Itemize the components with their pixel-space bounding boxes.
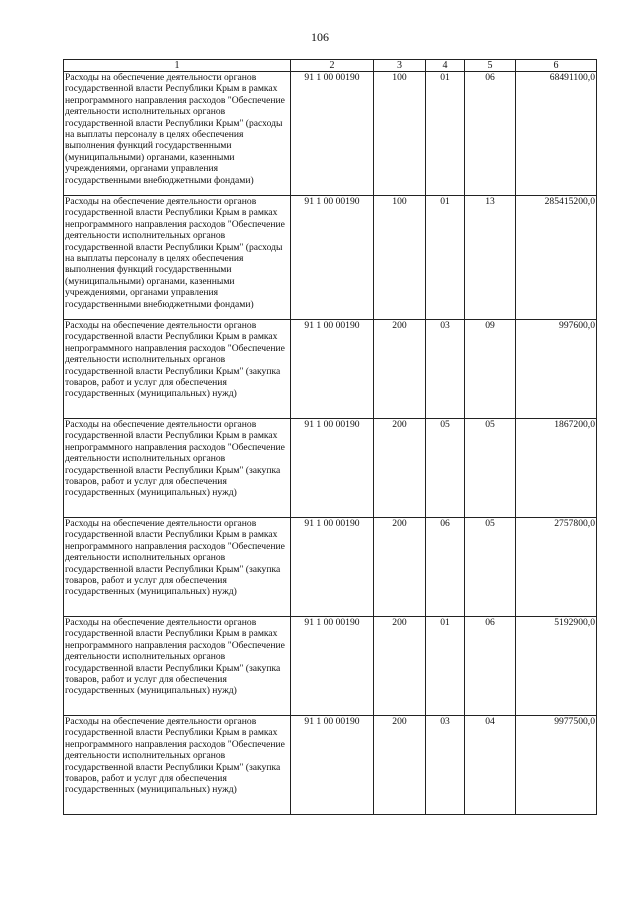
target-article-code: 91 1 00 00190 xyxy=(291,320,374,419)
section-code: 03 xyxy=(426,320,465,419)
table-row xyxy=(64,72,597,196)
amount: 9977500,0 xyxy=(516,716,597,815)
subsection-code: 05 xyxy=(465,419,516,518)
amount: 285415200,0 xyxy=(516,196,597,320)
target-article-code: 91 1 00 00190 xyxy=(291,518,374,617)
table-row xyxy=(64,518,597,617)
expense-name: Расходы на обеспечение деятельности органов государственной власти Республики Крым в рамках непрограммного направления расходов "Обеспечение деятельности исполнительных органов государственной власти Республики Крым" (расходы на выплаты персоналу в целях обеспечения выполнения функций государственными (муниципальными) органами, казенными учреждениями, органами управления государственными внебюджетными фондами) xyxy=(64,72,291,196)
subsection-code: 06 xyxy=(465,72,516,196)
amount: 68491100,0 xyxy=(516,72,597,196)
section-code: 05 xyxy=(426,419,465,518)
table-row xyxy=(64,419,597,518)
expense-name: Расходы на обеспечение деятельности органов государственной власти Республики Крым в рамках непрограммного направления расходов "Обеспечение деятельности исполнительных органов государственной власти Республики Крым" (закупка товаров, работ и услуг для обеспечения государственных (муниципальных) нужд) xyxy=(64,617,291,716)
subsection-code: 13 xyxy=(465,196,516,320)
subsection-code: 05 xyxy=(465,518,516,617)
header-col-6: 6 xyxy=(516,60,597,72)
table-row xyxy=(64,716,597,815)
section-code: 06 xyxy=(426,518,465,617)
target-article-code: 91 1 00 00190 xyxy=(291,196,374,320)
target-article-code: 91 1 00 00190 xyxy=(291,72,374,196)
target-article-code: 91 1 00 00190 xyxy=(291,419,374,518)
section-code: 01 xyxy=(426,617,465,716)
table-row xyxy=(64,320,597,419)
expense-name: Расходы на обеспечение деятельности органов государственной власти Республики Крым в рамках непрограммного направления расходов "Обеспечение деятельности исполнительных органов государственной власти Республики Крым" (закупка товаров, работ и услуг для обеспечения государственных (муниципальных) нужд) xyxy=(64,320,291,419)
subsection-code: 09 xyxy=(465,320,516,419)
expense-type-code: 200 xyxy=(374,716,426,815)
expense-type-code: 200 xyxy=(374,518,426,617)
section-code: 01 xyxy=(426,72,465,196)
amount: 997600,0 xyxy=(516,320,597,419)
table-row xyxy=(64,196,597,320)
header-col-3: 3 xyxy=(374,60,426,72)
amount: 2757800,0 xyxy=(516,518,597,617)
amount: 5192900,0 xyxy=(516,617,597,716)
target-article-code: 91 1 00 00190 xyxy=(291,716,374,815)
expense-name: Расходы на обеспечение деятельности органов государственной власти Республики Крым в рамках непрограммного направления расходов "Обеспечение деятельности исполнительных органов государственной власти Республики Крым" (закупка товаров, работ и услуг для обеспечения государственных (муниципальных) нужд) xyxy=(64,419,291,518)
header-col-4: 4 xyxy=(426,60,465,72)
target-article-code: 91 1 00 00190 xyxy=(291,617,374,716)
section-code: 01 xyxy=(426,196,465,320)
table-header-row xyxy=(64,60,597,72)
expense-type-code: 100 xyxy=(374,72,426,196)
subsection-code: 04 xyxy=(465,716,516,815)
expense-type-code: 200 xyxy=(374,617,426,716)
amount: 1867200,0 xyxy=(516,419,597,518)
expense-type-code: 200 xyxy=(374,320,426,419)
page-number: 106 xyxy=(311,30,329,44)
expense-name: Расходы на обеспечение деятельности органов государственной власти Республики Крым в рамках непрограммного направления расходов "Обеспечение деятельности исполнительных органов государственной власти Республики Крым" (расходы на выплаты персоналу в целях обеспечения выполнения функций государственными (муниципальными) органами, казенными учреждениями, органами управления государственными внебюджетными фондами) xyxy=(64,196,291,320)
expense-name: Расходы на обеспечение деятельности органов государственной власти Республики Крым в рамках непрограммного направления расходов "Обеспечение деятельности исполнительных органов государственной власти Республики Крым" (закупка товаров, работ и услуг для обеспечения государственных (муниципальных) нужд) xyxy=(64,716,291,815)
budget-table xyxy=(63,59,597,815)
subsection-code: 06 xyxy=(465,617,516,716)
table-row xyxy=(64,617,597,716)
section-code: 03 xyxy=(426,716,465,815)
header-col-1: 1 xyxy=(64,60,291,72)
expense-type-code: 100 xyxy=(374,196,426,320)
header-col-5: 5 xyxy=(465,60,516,72)
header-col-2: 2 xyxy=(291,60,374,72)
expense-type-code: 200 xyxy=(374,419,426,518)
expense-name: Расходы на обеспечение деятельности органов государственной власти Республики Крым в рамках непрограммного направления расходов "Обеспечение деятельности исполнительных органов государственной власти Республики Крым" (закупка товаров, работ и услуг для обеспечения государственных (муниципальных) нужд) xyxy=(64,518,291,617)
